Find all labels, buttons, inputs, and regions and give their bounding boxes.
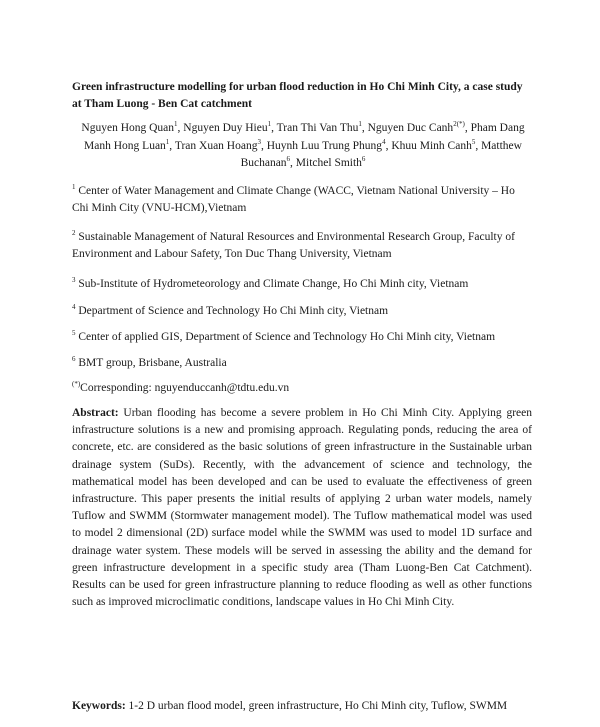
affiliation-2 [72, 229, 534, 263]
affiliation-6 [72, 355, 534, 372]
author-list [72, 120, 534, 173]
author-affiliation-mark: 2(*) [453, 120, 465, 129]
author-affiliation-mark: 1 [165, 137, 170, 146]
affiliation-1 [72, 183, 534, 217]
affiliation-text: Sub-Institute of Hydrometeorology and Climate Change, Ho Chi Minh city, Vietnam [78, 278, 469, 290]
author-name: Nguyen Duy Hieu [183, 122, 268, 134]
affiliation-text: Sustainable Management of Natural Resources and Environmental Research Group, Faculty of Environment and Labour Safety, Ton Duc Thang University, Vietnam [72, 231, 515, 260]
paper-title: Green infrastructure modelling for urban flood reduction in Ho Chi Minh City, a case study at Tham Luong - Ben Cat catchment [72, 81, 523, 110]
author-name-part: Buchanan [240, 157, 287, 169]
author-line: Manh Hong Luan$^1$, Tran Xuan Hoang$^3$, Huynh Luu Trung Phung$^4$, Khuu Minh Canh$^5$, Matthew [84, 137, 522, 152]
affiliation-mark: 4 [72, 303, 76, 312]
author-name-part: Matthew [481, 139, 522, 152]
author-affiliation-mark: 1 [267, 120, 272, 129]
author-affiliation-mark: 1 [174, 120, 178, 129]
author-name: Huynh Luu Trung Phung [266, 139, 383, 152]
author-name-part: Manh Hong Luan [84, 139, 166, 152]
author-name: Tran Xuan Hoang [174, 139, 258, 152]
affiliation-text: BMT group, Brisbane, Australia [78, 357, 227, 369]
author-affiliation-mark: 6 [286, 155, 291, 164]
author-name: Nguyen Hong Quan [81, 122, 175, 134]
author-name: Khuu Minh Canh [391, 139, 472, 152]
affiliation-text: Center of applied GIS, Department of Science and Technology Ho Chi Minh city, Vietnam [78, 331, 496, 343]
author-name: Nguyen Duc Canh [367, 122, 454, 134]
abstract [72, 405, 532, 611]
author-affiliation-mark: 6 [361, 155, 366, 164]
keywords-text: 1-2 D urban flood model, green infrastructure, Ho Chi Minh city, Tuflow, SWMM [128, 700, 508, 712]
affiliation-text: Center of Water Management and Climate Change (WACC, Vietnam National University – Ho Chi Minh City (VNU-HCM),Vietnam [72, 185, 515, 214]
author-affiliation-mark: 1 [358, 120, 362, 129]
author-name-part: Pham Dang [470, 122, 525, 134]
abstract-text: Urban flooding has become a severe problem in Ho Chi Minh City. Applying green infrastructure solutions is a new and promising approach. Regulating ponds, reducing the area of concrete, etc. are considered as the basic solutions of green infrastructure in the Sustainable urban drainage system (SuDs). Recently, with the advancement of science and technology, the mathematical model has been developed and can be used to evaluate the effectiveness of green infrastructure. This paper presents the initial results of applying 2 urban water models, namely Tuflow and SWMM (Stormwater management model). The Tuflow mathematical model was used to model 2 dimensional (2D) surface model while the SWMM was used to model 1D surface and drainage water system. These models will be served in assessing the ability and the demand for green infrastructure development in a specific study area (Tham Luong-Ben Cat Catchment). Results can be used for green infrastructure planning to reduce flooding as well as other functions such as improved microclimatic conditions, landscape values in Ho Chi Minh City. [72, 407, 533, 609]
author-affiliation-mark: 4 [382, 137, 386, 146]
affiliation-text: Department of Science and Technology Ho Chi Minh city, Vietnam [78, 305, 389, 317]
affiliation-mark: 5 [72, 329, 76, 338]
abstract-label: Abstract: [72, 407, 119, 419]
affiliation-4 [72, 303, 534, 320]
corresponding-text: Corresponding: nguyenduccanh@tdtu.edu.vn [80, 382, 290, 394]
corresponding-mark: (*) [72, 380, 81, 389]
affiliation-mark: 6 [72, 355, 76, 364]
author-name: Tran Thi Van Thu [276, 122, 359, 134]
affiliation-5 [72, 329, 534, 346]
affiliation-mark: 1 [72, 183, 76, 192]
keywords-label: Keywords: [72, 700, 126, 712]
affiliation-mark: 3 [72, 276, 76, 285]
author-name: Mitchel Smith [295, 157, 362, 169]
corresponding-author [72, 380, 534, 397]
author-affiliation-mark: 5 [471, 137, 476, 146]
author-line: Nguyen Hong Quan$^1$, Nguyen Duy Hieu$^1$, Tran Thi Van Thu$^1$, Nguyen Duc Canh$^{2(*)}$, Pham Dang [81, 120, 525, 134]
affiliation-3 [72, 276, 534, 293]
author-line: Buchanan$^6$, Mitchel Smith$^6$ [240, 155, 366, 169]
keywords [72, 698, 542, 715]
affiliation-mark: 2 [72, 229, 76, 238]
author-affiliation-mark: 3 [257, 137, 261, 146]
